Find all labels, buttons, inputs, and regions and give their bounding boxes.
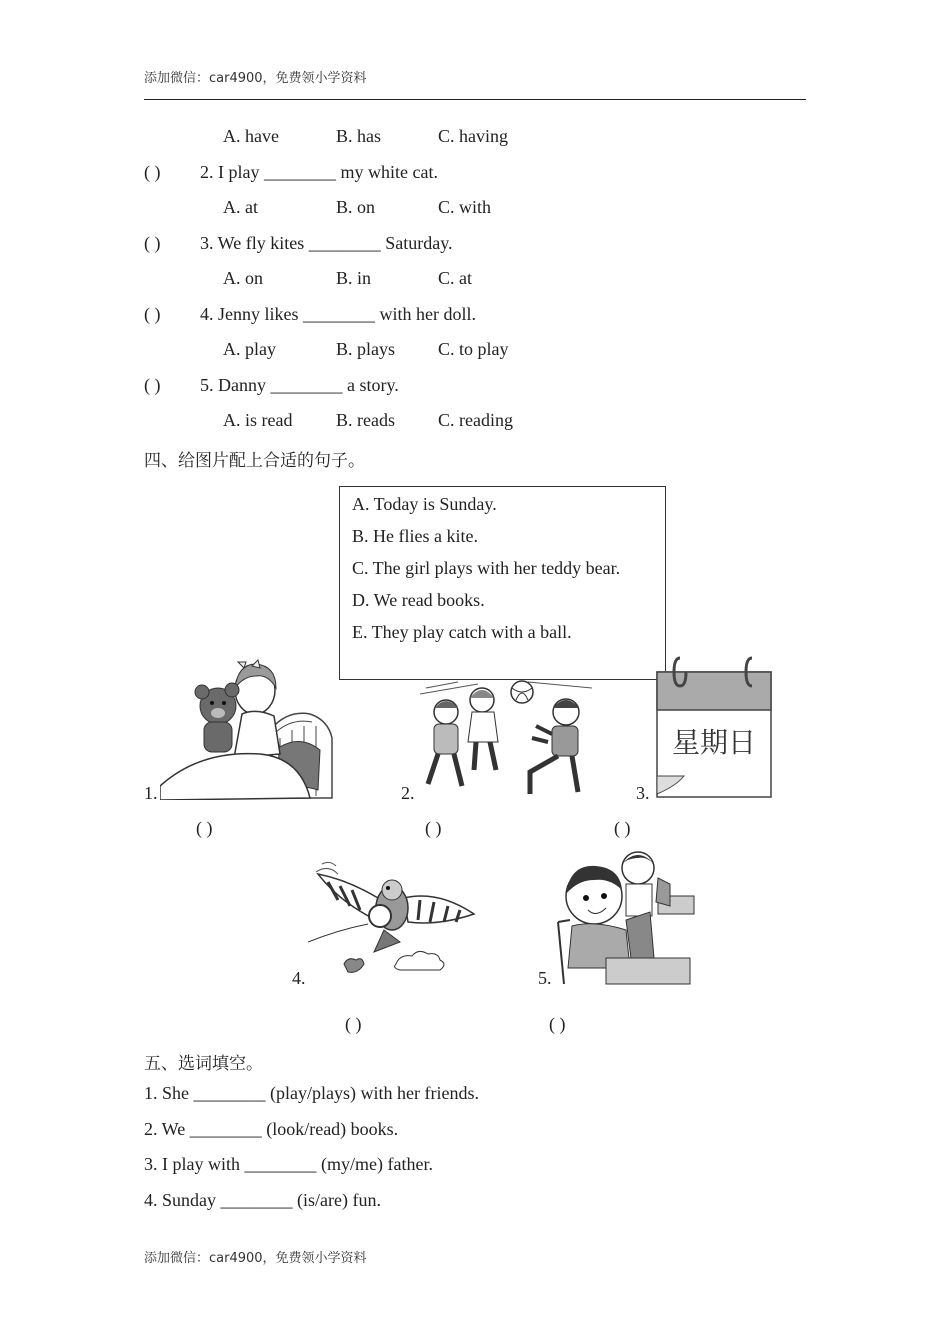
sentence-box	[339, 486, 666, 680]
q2-paren: ( )	[144, 162, 161, 182]
picture-4-answer[interactable]: ( )	[345, 1014, 362, 1034]
picture-5-number: 5.	[538, 968, 552, 988]
picture-1-answer[interactable]: ( )	[196, 818, 213, 838]
fill-item-2: 2. We ________ (look/read) books.	[144, 1119, 399, 1139]
fill-item-1: 1. She ________ (play/plays) with her friends.	[144, 1083, 479, 1103]
fill-item-3: 3. I play with ________ (my/me) father.	[144, 1154, 433, 1174]
sentence-e: E. They play catch with a ball.	[352, 622, 572, 642]
q4-option-b: B. plays	[336, 339, 396, 359]
picture-2-answer[interactable]: ( )	[425, 818, 442, 838]
q4-text: 4. Jenny likes ________ with her doll.	[200, 304, 476, 324]
sentence-c: C. The girl plays with her teddy bear.	[352, 558, 621, 578]
q3-option-c: C. at	[438, 268, 472, 288]
page-header: 添加微信：car4900，免费领小学资料	[144, 71, 367, 86]
q2-text: 2. I play ________ my white cat.	[200, 162, 438, 182]
page-footer: 添加微信：car4900，免费领小学资料	[144, 1251, 367, 1266]
picture-2-number: 2.	[401, 783, 415, 803]
q4-option-c: C. to play	[438, 339, 509, 359]
sentence-b: B. He flies a kite.	[352, 526, 478, 546]
q3-text: 3. We fly kites ________ Saturday.	[200, 233, 453, 253]
q3-option-a: A. on	[223, 268, 263, 288]
picture-3-number: 3.	[636, 783, 650, 803]
picture-5-answer[interactable]: ( )	[549, 1014, 566, 1034]
header-rule	[144, 99, 806, 100]
section5-title: 五、选词填空。	[144, 1054, 263, 1074]
sentence-a: A. Today is Sunday.	[352, 494, 497, 514]
q3-option-b: B. in	[336, 268, 372, 288]
girl-teddy-bear-illustration	[160, 658, 335, 800]
q5-paren: ( )	[144, 375, 161, 395]
q4-option-a: A. play	[223, 339, 276, 359]
kids-playing-catch-illustration	[418, 676, 594, 801]
q5-option-c: C. reading	[438, 410, 513, 430]
sentence-d: D. We read books.	[352, 590, 485, 610]
q5-text: 5. Danny ________ a story.	[200, 375, 399, 395]
q5-option-a: A. is read	[223, 410, 293, 430]
bird-kite-illustration	[308, 860, 478, 986]
boys-reading-illustration	[554, 850, 696, 986]
q5-option-b: B. reads	[336, 410, 395, 430]
q2-option-a: A. at	[223, 197, 258, 217]
q3-paren: ( )	[144, 233, 161, 253]
picture-3-answer[interactable]: ( )	[614, 818, 631, 838]
q2-option-b: B. on	[336, 197, 376, 217]
picture-4-number: 4.	[292, 968, 306, 988]
q1-option-a: A. have	[223, 126, 279, 146]
calendar-day-text: 星期日	[671, 726, 757, 759]
fill-item-4: 4. Sunday ________ (is/are) fun.	[144, 1190, 381, 1210]
q1-option-c: C. having	[438, 126, 508, 146]
calendar-illustration	[654, 654, 774, 800]
picture-1-number: 1.	[144, 783, 158, 803]
section4-title: 四、给图片配上合适的句子。	[144, 451, 365, 471]
q2-option-c: C. with	[438, 197, 492, 217]
q4-paren: ( )	[144, 304, 161, 324]
q1-option-b: B. has	[336, 126, 381, 146]
